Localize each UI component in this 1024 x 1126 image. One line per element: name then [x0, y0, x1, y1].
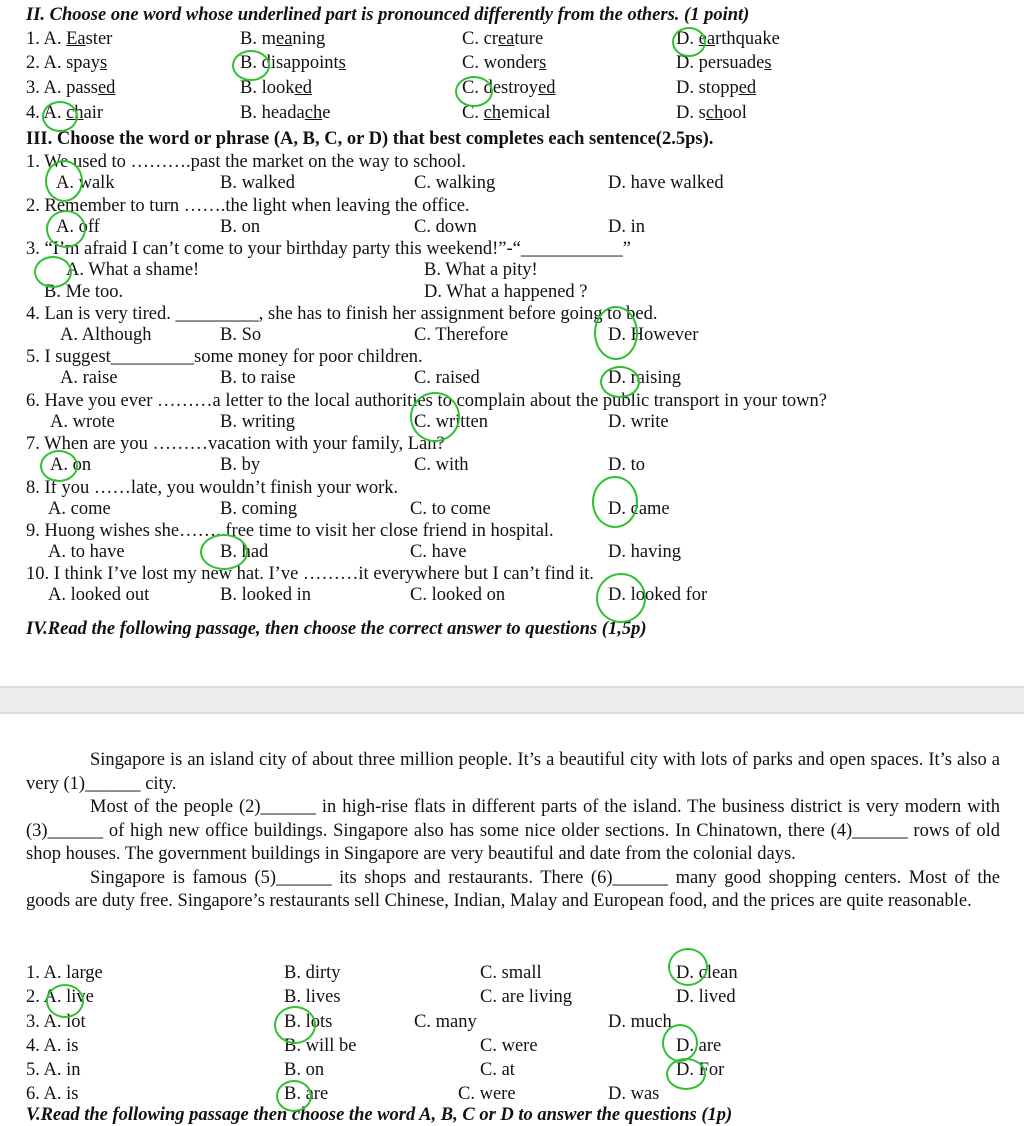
sec2-q2-option-a [26, 52, 107, 74]
sec2-q4-d-pre: D. s [676, 103, 706, 123]
sec3-q7-option-d: D. to [608, 455, 645, 475]
sec2-q4-a-post: air [83, 103, 104, 123]
sec4-q5-option-b: B. on [284, 1060, 325, 1080]
sec4-q6-option-d: D. was [608, 1084, 660, 1104]
sec2-q4-option-c [462, 102, 550, 124]
sec3-q7-option-b: B. by [220, 455, 261, 475]
sec3-q8-question: 8. If you ……late, you wouldn’t finish your work. [26, 478, 399, 498]
sec2-q2-b-underlined-part: s [338, 53, 346, 73]
sec4-q1-option-b: B. dirty [284, 963, 341, 983]
sec4-q4-option-d: D. are [676, 1036, 722, 1056]
sec4-q4-option-b: B. will be [284, 1036, 357, 1056]
sec2-q1-b-pre: B. m [240, 29, 276, 49]
sec3-q10-option-a: A. looked out [48, 585, 150, 605]
sec2-q1-option-d [676, 28, 780, 50]
question-number: 1. A. [26, 29, 67, 49]
sec2-q1-c-post: ture [514, 29, 544, 49]
sec3-q4-option-b: B. So [220, 325, 262, 345]
sec2-q2-option-c [462, 52, 546, 74]
sec2-q4-c-post: emical [501, 103, 551, 123]
sec3-q8-option-d: D. came [608, 499, 670, 519]
sec2-q4-b-post: e [322, 103, 331, 123]
sec2-q4-b-underlined-part: ch [304, 103, 323, 123]
sec2-q2-c-underlined-part: s [539, 53, 547, 73]
sec2-q3-c-pre: C. destroy [462, 78, 539, 98]
sec2-q1-a-post: ster [85, 29, 113, 49]
sec2-q4-d-post: ool [723, 103, 747, 123]
sec3-q9-option-d: D. having [608, 542, 681, 562]
sec2-q1-d-post: rthquake [715, 29, 780, 49]
sec4-q5-option-d: D. For [676, 1060, 725, 1080]
section-5-heading: V.Read the following passage then choose the word A, B, C or D to answer the questions (1p) [26, 1105, 733, 1125]
sec3-q3-option-c: B. Me too. [44, 282, 124, 302]
sec4-q1-option-c: C. small [480, 963, 542, 983]
sec2-q1-option-c [462, 28, 543, 50]
sec3-q10-question: 10. I think I’ve lost my new hat. I’ve ………it everywhere but I can’t find it. [26, 564, 594, 584]
sec4-q2-option-c: C. are living [480, 987, 572, 1007]
sec3-q9-question: 9. Huong wishes she……..free time to visit her close friend in hospital. [26, 521, 554, 541]
sec2-q3-a-pre: pass [66, 78, 98, 98]
sec2-q3-option-a [26, 77, 115, 99]
sec3-q6-question: 6. Have you ever ………a letter to the local authorities to complain about the public transport in your town? [26, 391, 827, 411]
sec3-q3-option-d: D. What a happened ? [424, 282, 588, 302]
sec3-q2-option-b: B. on [220, 217, 261, 237]
sec3-q4-question: 4. Lan is very tired. _________, she has to finish her assignment before going to bed. [26, 304, 658, 324]
sec3-q6-option-b: B. writing [220, 412, 296, 432]
question-number: 2. A. [26, 53, 67, 73]
sec2-q4-c-pre: C. [462, 103, 484, 123]
sec2-q4-option-a [26, 102, 103, 124]
sec3-q7-option-a: A. on [50, 455, 92, 475]
sec2-q2-c-pre: C. wonder [462, 53, 540, 73]
sec3-q3-question: 3. “I’m afraid I can’t come to your birthday party this weekend!”-“___________” [26, 239, 631, 259]
sec3-q7-question: 7. When are you ………vacation with your family, Lan? [26, 434, 445, 454]
sec2-q2-d-pre: D. persuade [676, 53, 765, 73]
sec2-q1-option-a [26, 28, 112, 50]
sec3-q2-question: 2. Remember to turn …….the light when leaving the office. [26, 196, 470, 216]
section-4-heading: IV.Read the following passage, then choose the correct answer to questions (1,5p) [26, 619, 647, 639]
sec3-q9-option-c: C. have [410, 542, 467, 562]
sec2-q3-d-pre: D. stopp [676, 78, 739, 98]
section-2-heading: II. Choose one word whose underlined part is pronounced differently from the others. (1 point) [26, 5, 750, 25]
sec2-q1-d-pre: D. [676, 29, 699, 49]
sec4-q3-option-d: D. much [608, 1012, 672, 1032]
sec2-q1-b-post: ning [292, 29, 326, 49]
sec3-q4-option-c: C. Therefore [414, 325, 509, 345]
sec4-q2-option-d: D. lived [676, 987, 736, 1007]
sec2-q2-a-underlined-part: s [100, 53, 108, 73]
question-number: 4. A. [26, 103, 67, 123]
sec3-q5-option-b: B. to raise [220, 368, 296, 388]
sec4-q1-option-d: D. clean [676, 963, 738, 983]
sec4-q6-option-a: 6. A. is [26, 1084, 79, 1104]
sec4-q6-option-c: C. were [458, 1084, 516, 1104]
sec2-q4-c-underlined-part: ch [483, 103, 502, 123]
sec3-q1-option-a: A. walk [56, 173, 115, 193]
sec4-q3-option-c: C. many [414, 1012, 477, 1032]
sec2-q1-d-underlined-part: ea [698, 29, 716, 49]
sec3-q5-option-a: A. raise [60, 368, 118, 388]
sec3-q1-option-c: C. walking [414, 173, 496, 193]
sec3-q1-option-b: B. walked [220, 173, 296, 193]
passage-paragraph-1: Singapore is an island city of about three million people. It’s a beautiful city with lots of parks and open spaces. It’s also a very (1)______ city. [26, 750, 1000, 794]
sec2-q2-a-pre: spay [66, 53, 101, 73]
sec3-q9-option-b: B. had [220, 542, 269, 562]
sec3-q5-question: 5. I suggest_________some money for poor children. [26, 347, 423, 367]
sec2-q1-option-b [240, 28, 325, 50]
passage-paragraph-2: Most of the people (2)______ in high-rise flats in different parts of the island. The business district is very modern with (3)______ of high new office buildings. Singapore also has some nice older sections. In Chinatown, there (4)______ rows of old shop houses. The government buildings in Singapore are very beautiful and date from the colonial days. [26, 797, 1000, 864]
sec4-q2-option-b: B. lives [284, 987, 341, 1007]
sec2-q2-b-pre: B. disappoint [240, 53, 339, 73]
sec2-q3-option-c [462, 77, 556, 99]
sec4-q1-option-a: 1. A. large [26, 963, 103, 983]
sec2-q3-b-underlined-part: ed [294, 78, 312, 98]
sec3-q1-option-d: D. have walked [608, 173, 724, 193]
sec2-q3-option-d [676, 77, 756, 99]
sec3-q2-option-c: C. down [414, 217, 477, 237]
sec3-q3-option-a: A. What a shame! [66, 260, 200, 280]
sec2-q4-a-underlined-part: ch [66, 103, 84, 123]
sec3-q10-option-d: D. looked for [608, 585, 708, 605]
sec4-q6-option-b: B. are [284, 1084, 329, 1104]
sec2-q1-b-underlined-part: ea [275, 29, 293, 49]
sec3-q4-option-a: A. Although [60, 325, 152, 345]
sec4-q4-option-c: C. were [480, 1036, 538, 1056]
reading-passage [26, 749, 1000, 914]
sec4-q3-option-b: B. lots [284, 1012, 333, 1032]
sec2-q4-d-underlined-part: ch [705, 103, 724, 123]
sec3-q9-option-a: A. to have [48, 542, 125, 562]
sec3-q1-question: 1. We used to ……….past the market on the way to school. [26, 152, 467, 172]
sec3-q5-option-d: D. raising [608, 368, 681, 388]
sec2-q4-option-b [240, 102, 330, 124]
sec3-q2-option-d: D. in [608, 217, 645, 237]
sec4-q2-option-a: 2. A. live [26, 987, 94, 1007]
sec2-q3-a-underlined-part: ed [97, 78, 116, 98]
sec2-q3-d-underlined-part: ed [738, 78, 757, 98]
question-number: 3. A. [26, 78, 67, 98]
sec3-q8-option-b: B. coming [220, 499, 298, 519]
sec3-q10-option-b: B. looked in [220, 585, 311, 605]
sec3-q4-option-d: D. However [608, 325, 699, 345]
sec2-q3-c-underlined-part: ed [538, 78, 556, 98]
sec4-q3-option-a: 3. A. lot [26, 1012, 86, 1032]
sec2-q1-a-underlined-part: Ea [66, 29, 86, 49]
sec3-q2-option-a: A. off [56, 217, 100, 237]
sec4-q5-option-c: C. at [480, 1060, 515, 1080]
sec3-q5-option-c: C. raised [414, 368, 480, 388]
sec2-q2-option-b [240, 52, 346, 74]
sec3-q6-option-c: C. written [414, 412, 488, 432]
sec3-q8-option-a: A. come [48, 499, 111, 519]
sec3-q6-option-a: A. wrote [50, 412, 115, 432]
sec3-q10-option-c: C. looked on [410, 585, 506, 605]
page-break-divider [0, 686, 1024, 714]
sec3-q7-option-c: C. with [414, 455, 469, 475]
passage-paragraph-3: Singapore is famous (5)______ its shops and restaurants. There (6)______ many good shopping centers. Most of the goods are duty free. Singapore’s restaurants sell Chinese, Indian, Malay and European food, and the prices are quite reasonable. [26, 867, 1000, 911]
sec2-q3-b-pre: B. look [240, 78, 295, 98]
sec4-q4-option-a: 4. A. is [26, 1036, 79, 1056]
sec2-q1-c-pre: C. cr [462, 29, 498, 49]
sec2-q2-option-d [676, 52, 772, 74]
sec2-q3-option-b [240, 77, 312, 99]
sec3-q3-option-b: B. What a pity! [424, 260, 538, 280]
sec2-q4-b-pre: B. heada [240, 103, 305, 123]
sec2-q1-c-underlined-part: ea [497, 29, 515, 49]
sec2-q4-option-d [676, 102, 747, 124]
sec2-q2-d-underlined-part: s [764, 53, 772, 73]
section-3-heading: III. Choose the word or phrase (A, B, C, or D) that best completes each sentence(2.5ps). [26, 129, 714, 149]
sec3-q8-option-c: C. to come [410, 499, 491, 519]
sec4-q5-option-a: 5. A. in [26, 1060, 81, 1080]
sec3-q6-option-d: D. write [608, 412, 669, 432]
